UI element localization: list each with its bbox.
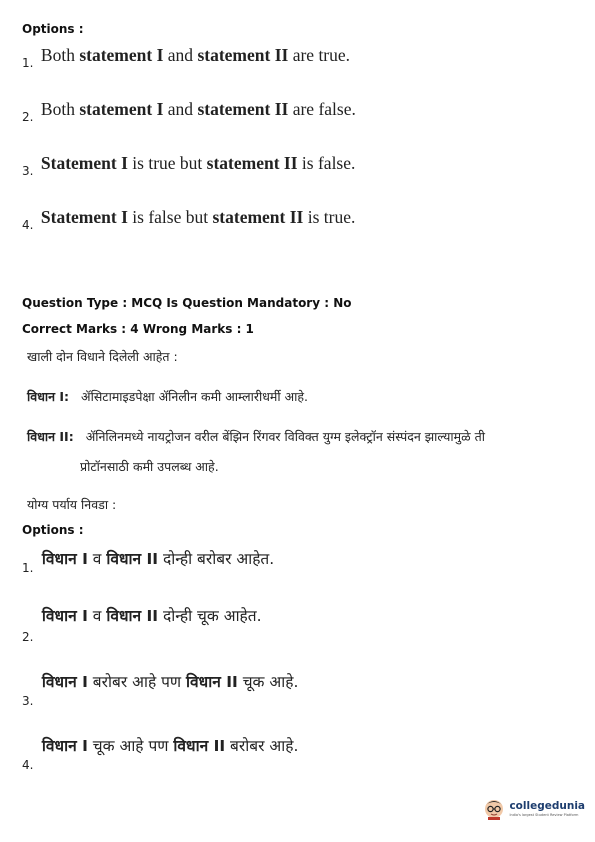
statement-1-text: ॲसिटामाइडपेक्षा ॲनिलीन कमी आम्लारीधर्मी आहे.: [81, 389, 308, 404]
option-1[interactable]: [22, 547, 275, 575]
choose-instruction: योग्य पर्याय निवडा :: [27, 497, 117, 512]
statement-2-label: विधान II:: [27, 429, 74, 444]
statement-1: [27, 388, 308, 405]
statement-1-label: विधान I:: [27, 389, 70, 404]
option-number: 1.: [22, 561, 34, 575]
option-number: 4.: [22, 218, 34, 232]
option-3[interactable]: [22, 670, 299, 708]
statement-2: [27, 428, 485, 445]
option-text: Both statement I and statement II are true.: [40, 45, 351, 65]
option-2[interactable]: [22, 99, 356, 124]
option-2[interactable]: [22, 604, 262, 644]
collegedunia-logo[interactable]: [482, 796, 585, 820]
logo-tagline: India's largest Student Review Platform: [509, 812, 579, 817]
option-text: विधान I बरोबर आहे पण विधान II चूक आहे.: [41, 673, 299, 691]
option-text: विधान I व विधान II दोन्ही बरोबर आहेत.: [41, 550, 275, 568]
marks-line: Correct Marks : 4 Wrong Marks : 1: [22, 322, 254, 336]
option-text: Both statement I and statement II are false.: [40, 99, 356, 119]
option-number: 3.: [22, 164, 34, 178]
option-number: 2.: [22, 110, 34, 124]
option-4[interactable]: [22, 734, 299, 772]
options-label: Options :: [22, 523, 84, 537]
option-number: 4.: [22, 758, 34, 772]
option-text: Statement I is true but statement II is false.: [40, 153, 356, 173]
statement-2-continued: प्रोटॉनसाठी कमी उपलब्ध आहे.: [80, 459, 219, 474]
option-text: विधान I व विधान II दोन्ही चूक आहेत.: [41, 607, 262, 625]
question-type-line: Question Type : MCQ Is Question Mandatory : No: [22, 296, 352, 310]
option-4[interactable]: [22, 207, 356, 232]
option-text: विधान I चूक आहे पण विधान II बरोबर आहे.: [41, 737, 299, 755]
option-1[interactable]: [22, 45, 351, 70]
option-text: Statement I is false but statement II is true.: [40, 207, 356, 227]
statement-2-text: ॲनिलिनमध्ये नायट्रोजन वरील बेंझिन रिंगवर विविक्त युग्म इलेक्ट्रॉन संस्पंदन झाल्यामुळे ती: [85, 429, 485, 444]
question-intro: खाली दोन विधाने दिलेली आहेत :: [27, 349, 178, 364]
options-label: Options :: [22, 22, 84, 36]
option-number: 2.: [22, 630, 34, 644]
mascot-icon: [482, 796, 506, 820]
option-3[interactable]: [22, 153, 356, 178]
logo-name: collegedunia: [509, 799, 585, 812]
option-number: 1.: [22, 56, 34, 70]
option-number: 3.: [22, 694, 34, 708]
